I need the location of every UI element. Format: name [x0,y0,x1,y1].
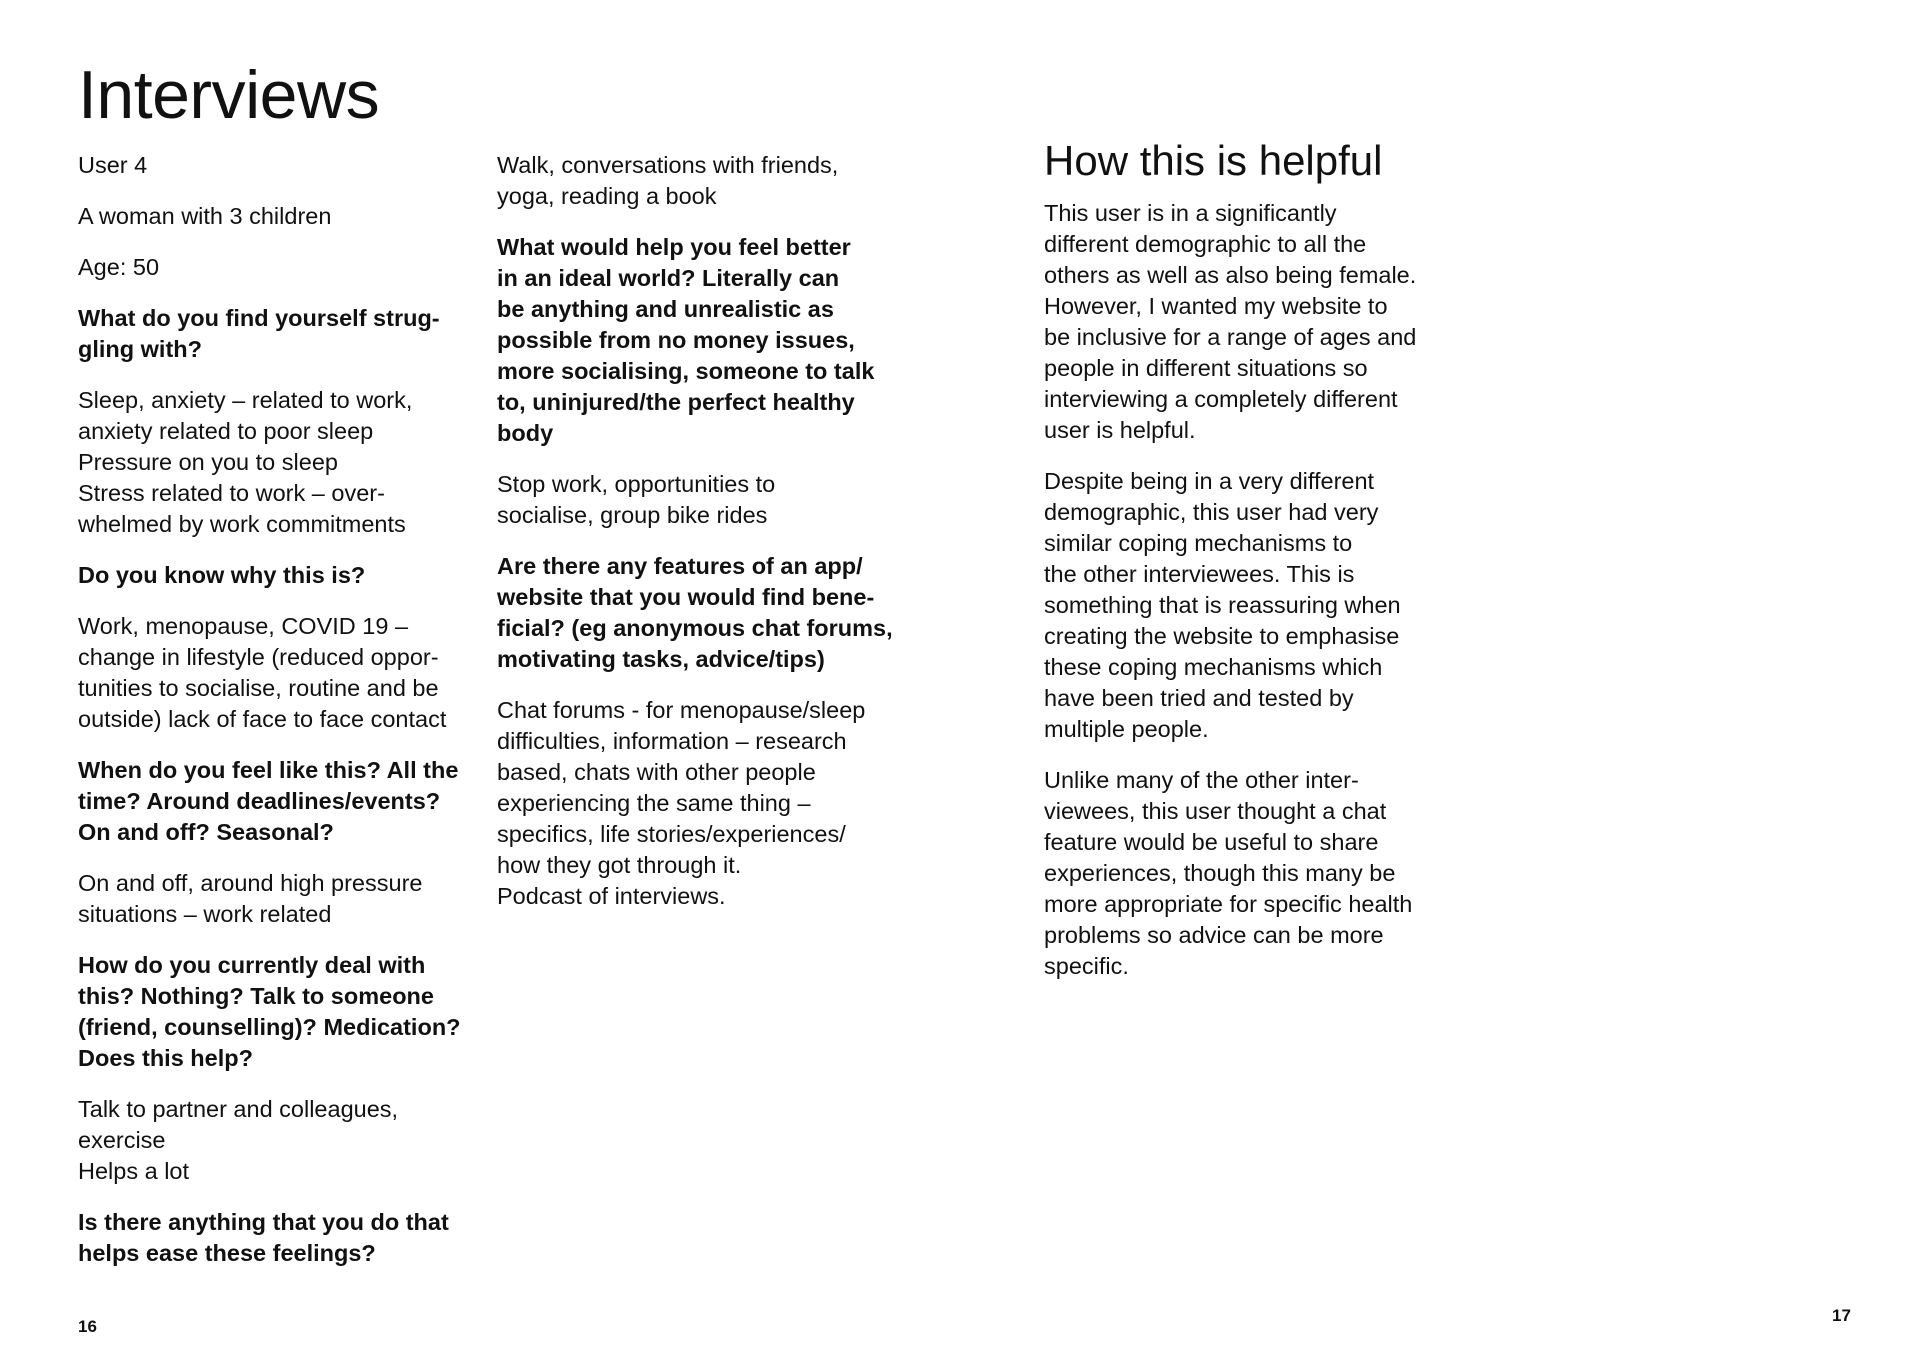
page-number-left: 16 [78,1317,97,1336]
answer-text: Stop work, opportunities to socialise, group bike rides [497,471,776,528]
question-text: When do you feel like this? All the time? Around deadlines/events? On and off? Seasonal? [78,757,459,845]
question-text: What would help you feel better in an ideal world? Literally can be anything and unrealistic as possible from no money issues, more socialising, someone to talk to, uninjured/the perfect healthy body [497,234,875,446]
helpful-paragraph: Despite being in a very different demographic, this user had very similar coping mechanisms to the other interviewees. This is something that is reassuring when creating the website to emphasise these coping mechanisms which have been tried and tested by multiple people. [1044,468,1401,743]
page-title: Interviews [78,57,380,133]
helpful-column [1044,136,1454,1002]
middle-column [497,150,907,932]
page-number-right: 17 [1832,1306,1851,1325]
helpful-paragraph: Unlike many of the other inter- viewees, this user thought a chat feature would be useful to share experiences, though this many be more appropriate for specific health problems so advice can be more specific. [1044,767,1413,980]
answer-text: Chat forums - for menopause/sleep difficulties, information – research based, chats with other people experiencing the same thing – specifics, life stories/experiences/ how they got through it. Podcast of interviews. [497,697,866,909]
question-text: Is there anything that you do that helps ease these feelings? [78,1209,449,1266]
helpful-paragraph: This user is in a significantly different demographic to all the others as well as also being female. However, I wanted my website to be inclusive for a range of ages and people in different situations so interviewing a completely different user is helpful. [1044,200,1417,444]
question-text: Do you know why this is? [78,562,366,588]
answer-text: Sleep, anxiety – related to work, anxiety related to poor sleep Pressure on you to sleep Stress related to work – over- whelmed by work commitments [78,387,413,537]
left-column [78,150,478,1289]
section-heading: How this is helpful [1044,137,1383,184]
answer-text: User 4 [78,152,148,178]
answer-text: On and off, around high pressure situations – work related [78,870,423,927]
question-text: Are there any features of an app/ website that you would find bene- ficial? (eg anonymous chat forums, motivating tasks, advice/tips) [497,553,893,672]
answer-text: A woman with 3 children [78,203,332,229]
answer-text: Talk to partner and colleagues, exercise Helps a lot [78,1096,399,1184]
question-text: What do you find yourself strug- gling with? [78,305,440,362]
question-text: How do you currently deal with this? Nothing? Talk to someone (friend, counselling)? Medication? Does this help? [78,952,461,1071]
answer-text: Walk, conversations with friends, yoga, reading a book [497,152,839,209]
answer-text: Age: 50 [78,254,160,280]
answer-text: Work, menopause, COVID 19 – change in lifestyle (reduced oppor- tunities to socialise, routine and be outside) lack of face to face contact [78,613,447,732]
